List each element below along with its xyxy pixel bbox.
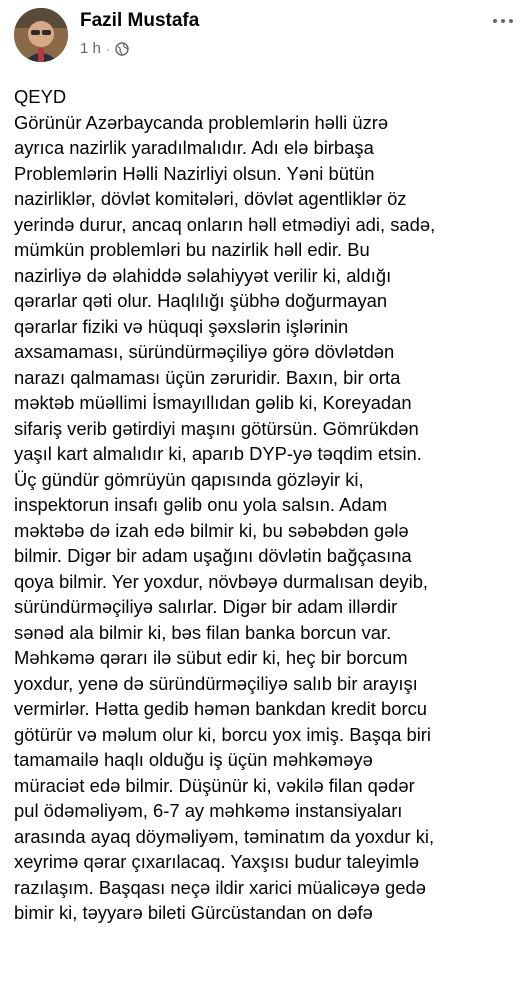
post-text-line: Məhkəmə qərarı ilə sübut edir ki, heç bir borcum xyxy=(14,647,408,668)
post-timestamp[interactable]: 1 h xyxy=(80,40,101,57)
avatar[interactable] xyxy=(14,8,68,62)
post-text-line: məktəb müəllimi İsmayıllıdan gəlib ki, Koreyadan xyxy=(14,392,412,413)
post-text-line: yoxdur, yenə də süründürməçiliyə salıb bir arayışı xyxy=(14,672,418,694)
globe-icon[interactable] xyxy=(115,42,129,56)
post-text-line: axsamaması, süründürməçiliyə görə dövlətdən xyxy=(14,341,395,362)
more-horizontal-icon xyxy=(493,19,497,23)
post-text-line: sənəd ala bilmir ki, bəs filan banka borcun var. xyxy=(14,621,392,643)
post-text-line: yerində durur, ancaq onların həll etmədiyi adi, sadə, xyxy=(14,213,436,235)
post-meta xyxy=(80,40,129,57)
author-name[interactable]: Fazil Mustafa xyxy=(80,10,200,31)
post-text-line: nazirliyə də əlahiddə səlahiyyət verilir ki, aldığı xyxy=(14,264,392,286)
post-text xyxy=(14,84,519,926)
post-text-line: süründürməçiliyə salırlar. Digər bir adam illərdir xyxy=(14,596,398,617)
post-text-line: yaşıl kart almalıdır ki, aparıb DYP-yə təqdim etsin. xyxy=(14,443,422,464)
post-text-line: pul ödəməliyəm, 6-7 ay məhkəmə instansiyaları xyxy=(14,800,403,821)
post-header xyxy=(0,0,531,70)
post-text-line: xeyrimə qərar çıxarılacaq. Yaxşısı budur taleyimlə xyxy=(14,851,420,872)
post-text-line: qərarlar fiziki və hüquqi şəxslərin işlərinin xyxy=(14,315,349,337)
post-text-line: Problemlərin Həlli Nazirliyi olsun. Yəni bütün xyxy=(14,162,375,184)
post-text-line: nazirliklər, dövlət komitələri, dövlət agentliklər öz xyxy=(14,188,407,209)
post-text-line: QEYD xyxy=(14,86,67,107)
meta-separator: · xyxy=(105,41,110,56)
avatar-image xyxy=(14,8,68,62)
post-text-line: inspektorun insafı gəlib onu yola salsın. Adam xyxy=(14,494,388,515)
post-text-line: arasında ayaq döyməliyəm, təminatım da yoxdur ki, xyxy=(14,825,435,847)
post-text-line: sifariş verib gətirdiyi maşını götürsün. Gömrükdən xyxy=(14,417,419,439)
post-text-line: məktəbə də izah edə bilmir ki, bu səbəbdən gələ xyxy=(14,519,409,541)
post-text-line: götürür və məlum olur ki, borcu yox imiş. Başqa biri xyxy=(14,723,432,745)
post-text-line: bimir ki, təyyarə bileti Gürcüstandan on dəfə xyxy=(14,902,373,923)
more-options-button[interactable] xyxy=(489,10,517,32)
post-text-line: qərarlar qəti olur. Haqlılığı şübhə doğurmayan xyxy=(14,290,388,311)
post-text-line: tamamailə haqlı olduğu iş üçün məhkəməyə xyxy=(14,749,373,770)
post-text-line: Görünür Azərbaycanda problemlərin həlli üzrə xyxy=(14,111,389,133)
post-text-line: Üç gündür gömrüyün qapısında gözləyir ki, xyxy=(14,468,364,490)
more-horizontal-icon xyxy=(509,19,513,23)
more-horizontal-icon xyxy=(501,19,505,23)
post-text-line: bilmir. Digər bir adam uşağını dövlətin bağçasına xyxy=(14,545,412,566)
post-text-line: vermirlər. Hətta gedib həmən bankdan kredit borcu xyxy=(14,698,427,719)
post-text-line: mümkün problemləri bu nazirlik həll edir. Bu xyxy=(14,239,370,260)
post-text-line: razılaşım. Başqası neçə ildir xarici müalicəyə gedə xyxy=(14,876,426,898)
post-text-line: qoya bilmir. Yer yoxdur, növbəyə durmalısan deyib, xyxy=(14,570,429,592)
post-text-line: müraciət edə bilmir. Düşünür ki, vəkilə filan qədər xyxy=(14,774,415,796)
post-text-line: ayrıca nazirlik yaradılmalıdır. Adı elə birbaşa xyxy=(14,137,374,158)
post-text-line: narazı qalmaması üçün zəruridir. Baxın, bir orta xyxy=(14,366,401,388)
